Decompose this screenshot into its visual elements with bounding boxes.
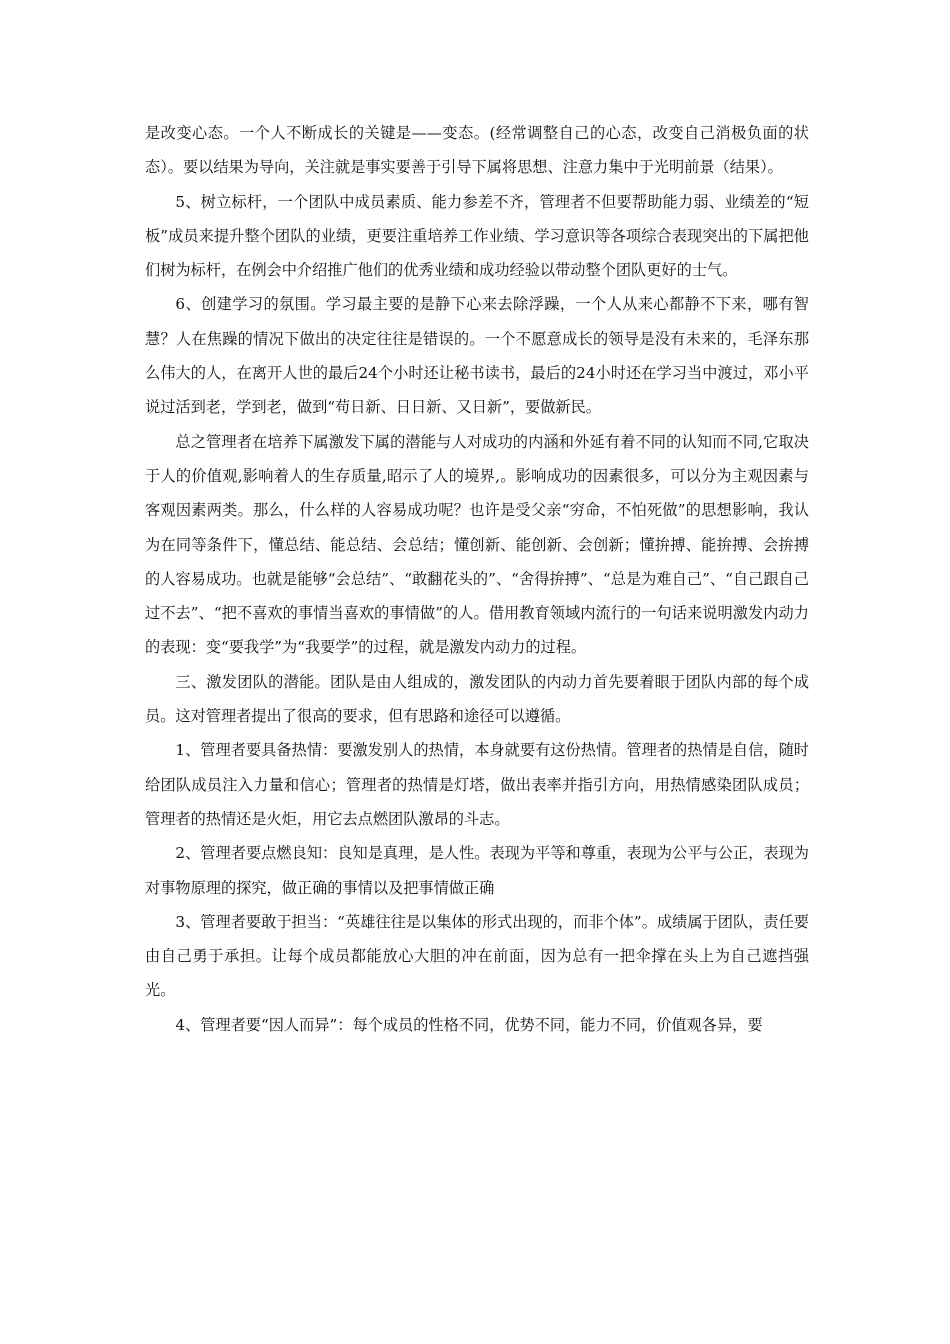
paragraph-individual-approach: 4、管理者要“因人而异”：每个成员的性格不同，优势不同，能力不同，价值观各异，要 bbox=[175, 1015, 763, 1034]
document-body bbox=[145, 116, 809, 1042]
paragraph-set-benchmark: 5、树立标杆，一个团队中成员素质、能力参差不齐，管理者不但要帮助能力弱、业绩差的“短板”成员来提升整个团队的业绩，更要注重培养工作业绩、学习意识等各项综合表现突出的下属把他们树为标杆，在例会中介绍推广他们的优秀业绩和成功经验以带动整个团队更好的士气。 bbox=[145, 192, 809, 280]
paragraph-passion: 1、管理者要具备热情：要激发别人的热情，本身就要有这份热情。管理者的热情是自信，随时给团队成员注入力量和信心；管理者的热情是灯塔，做出表率并指引方向，用热情感染团队成员；管理者的热情还是火炬，用它去点燃团队激昂的斗志。 bbox=[145, 741, 809, 828]
paragraph-team-potential: 三、激发团队的潜能。团队是由人组成的，激发团队的内动力首先要着眼于团队内部的每个成员。这对管理者提出了很高的要求，但有思路和途径可以遵循。 bbox=[145, 672, 809, 726]
paragraph-learning-atmosphere: 6、创建学习的氛围。学习最主要的是静下心来去除浮躁，一个人从来心都静不下来，哪有智慧？人在焦躁的情况下做出的决定往往是错误的。一个不愿意成长的领导是没有未来的，毛泽东那么伟大的人，在离开人世的最后24个小时还让秘书读书，最后的24小时还在学习当中渡过，邓小平说过活到老，学到老，做到“苟日新、日日新、又日新”，要做新民。 bbox=[145, 295, 809, 417]
paragraph-conscience: 2、管理者要点燃良知：良知是真理，是人性。表现为平等和尊重，表现为公平与公正，表现为对事物原理的探究，做正确的事情以及把事情做正确 bbox=[145, 844, 809, 897]
paragraph-change-mindset: 是改变心态。一个人不断成长的关键是——变态。(经常调整自己的心态，改变自己消极负面的状态）。要以结果为导向，关注就是事实要善于引导下属将思想、注意力集中于光明前景（结果）。 bbox=[145, 124, 809, 177]
paragraph-summary: 总之管理者在培养下属激发下属的潜能与人对成功的内涵和外延有着不同的认知而不同,它取决于人的价值观,影响着人的生存质量,昭示了人的境界,。影响成功的因素很多，可以分为主观因素与客观因素两类。那么，什么样的人容易成功呢？也许是受父亲“穷命，不怕死做”的思想影响，我认为在同等条件下，懂总结、能总结、会总结；懂创新、能创新、会创新；懂拚搏、能拚搏、会拚搏的人容易成功。也就是能够“会总结”、“敢翻花头的”、“舍得拚搏”、“总是为难自己”、“自己跟自己过不去”、“把不喜欢的事情当喜欢的事情做”的人。借用教育领域内流行的一句话来说明激发内动力的表现：变“要我学”为“我要学”的过程，就是激发内动力的过程。 bbox=[145, 432, 809, 657]
paragraph-responsibility: 3、管理者要敢于担当：“英雄往往是以集体的形式出现的，而非个体”。成绩属于团队，责任要由自己勇于承担。让每个成员都能放心大胆的冲在前面，因为总有一把伞撑在头上为自己遮挡强光。 bbox=[145, 912, 809, 1000]
